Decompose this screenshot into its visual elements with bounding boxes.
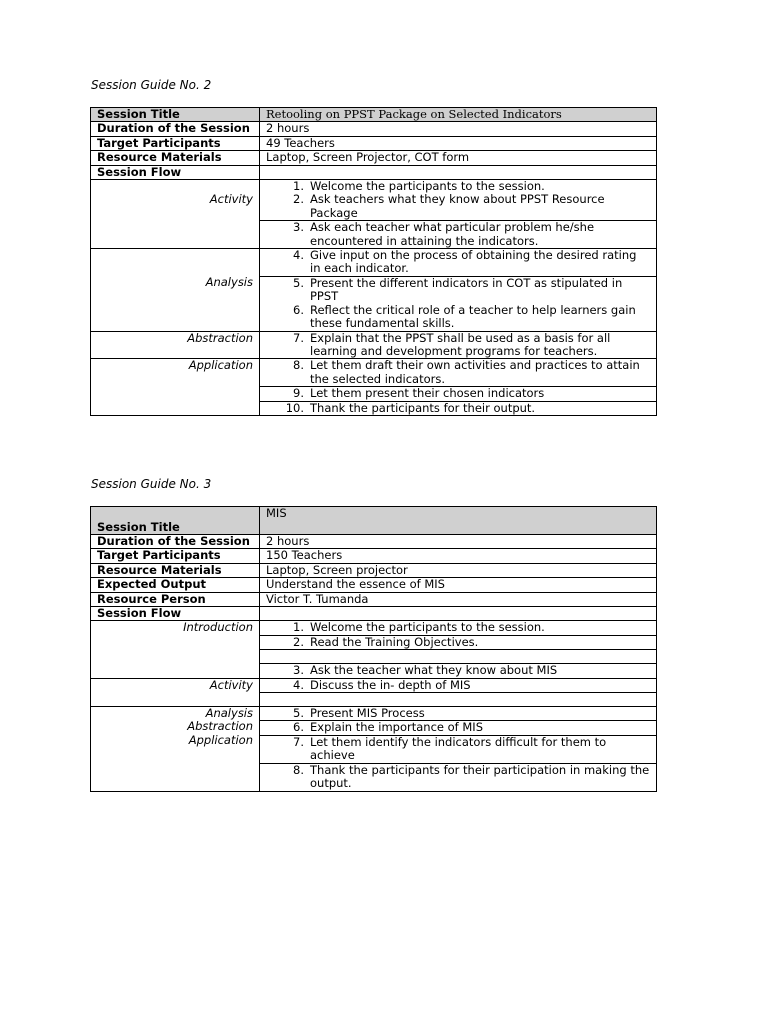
step-text: Explain that the PPST shall be used as a basis for all learning and development programs for teachers. bbox=[310, 330, 611, 358]
step-number: 4. bbox=[293, 677, 304, 692]
step-row bbox=[260, 180, 657, 221]
step-text: Present MIS Process bbox=[310, 706, 425, 721]
step-number: 6. bbox=[293, 720, 304, 735]
session-flow-label: Session Flow bbox=[91, 165, 260, 179]
participants-value: 49 Teachers bbox=[260, 136, 657, 150]
phase-cell bbox=[91, 678, 260, 706]
phase-cell bbox=[91, 707, 260, 791]
step-text: Read the Training Objectives. bbox=[310, 634, 479, 649]
phase-introduction: Introduction bbox=[183, 620, 253, 635]
phase-abstraction: Abstraction bbox=[187, 330, 253, 345]
step-row bbox=[260, 387, 657, 401]
phase-application: Application bbox=[188, 732, 253, 747]
phase-cell bbox=[91, 180, 260, 249]
materials-label: Resource Materials bbox=[91, 151, 260, 165]
step-number: 8. bbox=[293, 762, 304, 777]
step-text: Ask teachers what they know about PPST Resource Package bbox=[310, 192, 605, 220]
phase-analysis: Analysis bbox=[205, 274, 253, 289]
step-number: 10. bbox=[285, 400, 304, 415]
step-number: 1. bbox=[293, 179, 304, 194]
expected-output-label: Expected Output bbox=[91, 578, 260, 592]
session-flow-value bbox=[260, 165, 657, 179]
phase-abstraction: Abstraction bbox=[187, 719, 253, 734]
step-text: Explain the importance of MIS bbox=[310, 720, 483, 735]
participants-label: Target Participants bbox=[91, 549, 260, 563]
step-number: 3. bbox=[293, 663, 304, 678]
duration-label: Duration of the Session bbox=[91, 122, 260, 136]
step-text: Let them present their chosen indicators bbox=[310, 386, 545, 401]
step-text: Ask the teacher what they know about MIS bbox=[310, 663, 558, 678]
step-row bbox=[260, 401, 657, 415]
step-number: 2. bbox=[293, 192, 304, 207]
step-row bbox=[260, 707, 657, 721]
step-number: 7. bbox=[293, 734, 304, 749]
phase-cell bbox=[91, 359, 260, 416]
empty-step-row bbox=[260, 650, 657, 664]
guide3-table bbox=[90, 506, 657, 792]
step-row bbox=[260, 763, 657, 791]
step-number: 1. bbox=[293, 620, 304, 635]
phase-cell bbox=[91, 331, 260, 359]
empty-step-row bbox=[260, 693, 657, 707]
step-row bbox=[260, 331, 657, 359]
step-row bbox=[260, 276, 657, 331]
step-row bbox=[260, 621, 657, 635]
resource-person-label: Resource Person bbox=[91, 592, 260, 606]
duration-value: 2 hours bbox=[260, 535, 657, 549]
session-flow-label: Session Flow bbox=[91, 607, 260, 621]
step-number: 4. bbox=[293, 248, 304, 263]
step-row bbox=[260, 221, 657, 249]
duration-value: 2 hours bbox=[260, 122, 657, 136]
phase-cell bbox=[91, 249, 260, 331]
step-text: Reflect the critical role of a teacher to help learners gain these fundamental skills. bbox=[310, 302, 636, 331]
step-number: 5. bbox=[293, 275, 304, 290]
guide2-heading: Session Guide No. 2 bbox=[91, 78, 212, 92]
step-text: Discuss the in- depth of MIS bbox=[310, 677, 471, 692]
step-text: Welcome the participants to the session. bbox=[310, 620, 545, 635]
step-text: Ask each teacher what particular problem he/she encountered in attaining the indicators. bbox=[310, 220, 595, 248]
step-row bbox=[260, 678, 657, 692]
step-text: Let them identify the indicators difficult for them to achieve bbox=[310, 734, 607, 763]
session-title-label: Session Title bbox=[91, 108, 260, 122]
phase-application: Application bbox=[188, 358, 253, 373]
step-text: Thank the participants for their participation in making the output. bbox=[310, 762, 650, 791]
step-row bbox=[260, 735, 657, 763]
expected-output-value: Understand the essence of MIS bbox=[260, 578, 657, 592]
duration-label: Duration of the Session bbox=[91, 535, 260, 549]
phase-cell bbox=[91, 621, 260, 678]
step-number: 2. bbox=[293, 634, 304, 649]
session-title-value: MIS bbox=[260, 507, 657, 535]
step-text: Let them draft their own activities and practices to attain the selected indicators. bbox=[310, 358, 640, 386]
step-number: 7. bbox=[293, 330, 304, 345]
session-flow-value bbox=[260, 607, 657, 621]
step-row bbox=[260, 635, 657, 649]
session-title-label: Session Title bbox=[91, 507, 260, 535]
materials-value: Laptop, Screen projector bbox=[260, 563, 657, 577]
step-text: Welcome the participants to the session. bbox=[310, 179, 545, 194]
step-row bbox=[260, 664, 657, 678]
phase-activity: Activity bbox=[209, 677, 253, 692]
step-row bbox=[260, 359, 657, 387]
step-number: 5. bbox=[293, 706, 304, 721]
materials-value: Laptop, Screen Projector, COT form bbox=[260, 151, 657, 165]
session-title-value: Retooling on PPST Package on Selected Indicators bbox=[260, 108, 657, 122]
phase-activity: Activity bbox=[209, 192, 253, 207]
participants-value: 150 Teachers bbox=[260, 549, 657, 563]
guide3-heading: Session Guide No. 3 bbox=[91, 477, 212, 491]
guide2-table bbox=[90, 107, 657, 416]
step-text: Give input on the process of obtaining the desired rating in each indicator. bbox=[310, 248, 637, 276]
materials-label: Resource Materials bbox=[91, 563, 260, 577]
step-row bbox=[260, 721, 657, 735]
step-text: Present the different indicators in COT as stipulated in PPST bbox=[310, 275, 623, 304]
participants-label: Target Participants bbox=[91, 136, 260, 150]
step-number: 8. bbox=[293, 358, 304, 373]
step-number: 3. bbox=[293, 220, 304, 235]
phase-analysis: Analysis bbox=[205, 706, 253, 721]
resource-person-value: Victor T. Tumanda bbox=[260, 592, 657, 606]
step-number: 6. bbox=[293, 302, 304, 317]
step-text: Thank the participants for their output. bbox=[310, 400, 536, 415]
step-row bbox=[260, 249, 657, 277]
step-number: 9. bbox=[293, 386, 304, 401]
